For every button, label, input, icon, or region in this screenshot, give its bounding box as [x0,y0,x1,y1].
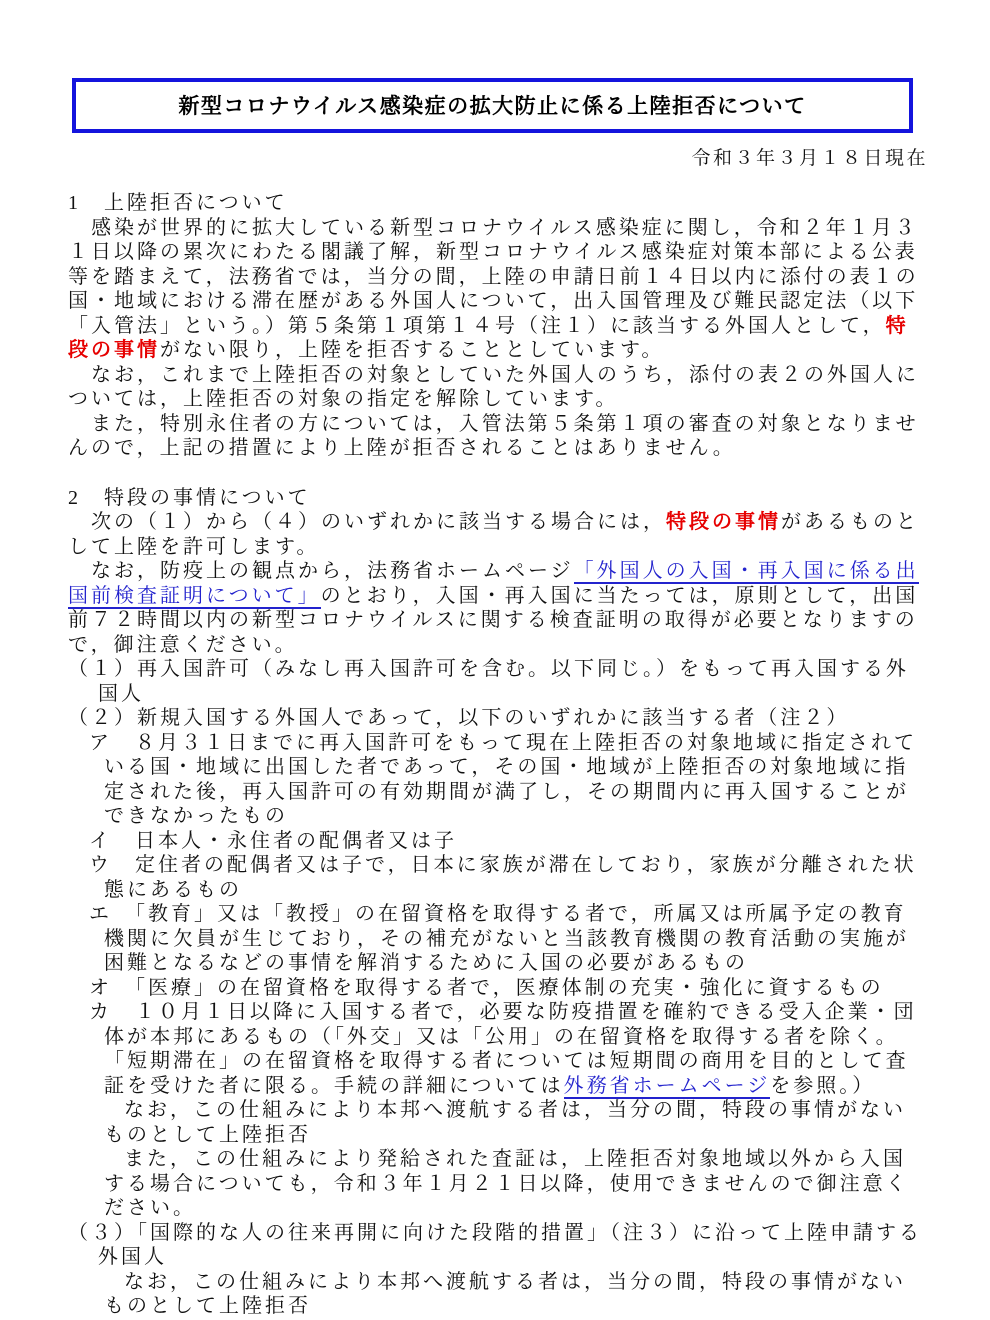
emphasis-red: 特段の事情 [68,314,909,361]
text-run: イ 日本人・永住者の配偶者又は子 [89,829,457,852]
emphasis-red: 特段の事情 [666,511,781,533]
paragraph [68,559,928,657]
text-run: があるものとして上陸を許可します。 [68,511,919,558]
text-run: エ 「教育」又は「教授」の在留資格を取得する者で，所属又は所属予定の教育機関に欠員が生じており，その補充がないと当該教育機関の教育活動の実施が困難となるなどの事情を解消するために入国の必要があるもの [89,903,909,974]
text-run: のとおり，入国・再入国に当たっては，原則として，出国前７２時間以内の新型コロナウイルスに関する検査証明の取得が必要となりますので，御注意ください。 [68,584,919,656]
text-run: 1 上陸拒否について [68,192,288,214]
list-item [68,706,928,731]
document-title-box [72,78,913,133]
sub-paragraph [68,1270,928,1319]
text-run: （１）再入国許可（みなし再入国許可を含む。以下同じ。）をもって再入国する外国人 [68,658,909,705]
text-run: （３）「国際的な人の往来再開に向けた段階的措置」（注３）に沿って上陸申請する外国人 [68,1221,922,1268]
list-item [68,1000,928,1098]
text-run: また，この仕組みにより発給された査証は，上陸拒否対象地域以外から入国する場合についても，令和３年１月２１日以降，使用できませんので御注意ください。 [104,1148,909,1219]
text-run: なお，防疫上の観点から，法務省ホームページ [68,560,574,582]
paragraph [68,510,928,559]
text-run: ウ 定住者の配偶者又は子で，日本に家族が滞在しており，家族が分離された状態にあるもの [89,854,917,901]
list-item [68,976,928,1001]
text-run: 次の（１）から（４）のいずれかに該当する場合には， [68,511,666,533]
page-title: 新型コロナウイルス感染症の拡大防止に係る上陸拒否について [178,95,807,118]
paragraph [68,363,928,412]
text-run: 2 特段の事情について [68,486,311,509]
text-run: を参照。） [770,1074,876,1097]
sub-paragraph [68,1098,928,1147]
list-item [68,731,928,829]
list-item [68,657,928,706]
text-run: カ １０月１日以降に入国する者で，必要な防疫措置を確約できる受入企業・団体が本邦にあるもの（「外交」又は「公用」の在留資格を取得する者を除く。「短期滞在」の在留資格を取得する者については短期間の商用を目的として査証を受けた者に限る。手続の詳細については [89,1001,917,1097]
text-run: オ 「医療」の在留資格を取得する者で，医療体制の充実・強化に資するもの [89,976,884,999]
list-item [68,1221,928,1270]
section-heading [68,191,928,216]
sub-paragraph [68,1147,928,1221]
list-item [68,902,928,976]
text-run: なお，これまで上陸拒否の対象としていた外国人のうち，添付の表２の外国人については，上陸拒否の対象の指定を解除しています。 [68,363,919,410]
text-run: （２）新規入国する外国人であって，以下のいずれかに該当する者（注２） [68,707,850,729]
link-pre-entry-test-certificate[interactable]: 「外国人の入国・再入国に係る出国前検査証明について」 [68,560,919,607]
as-of-date: 令和３年３月１８日現在 [691,148,928,169]
text-run: がない限り，上陸を拒否することとしています。 [160,339,665,361]
document-body [0,191,990,1319]
text-run: なお，この仕組みにより本邦へ渡航する者は，当分の間，特段の事情がないものとして上陸拒否 [104,1099,906,1146]
text-run: なお，この仕組みにより本邦へ渡航する者は，当分の間，特段の事情がないものとして上陸拒否 [104,1270,906,1317]
text-run: 感染が世界的に拡大している新型コロナウイルス感染症に関し，令和２年１月３１日以降の累次にわたる閣議了解，新型コロナウイルス感染症対策本部による公表等を踏まえて，法務省では，当分の間，上陸の申請日前１４日以内に添付の表１の国・地域における滞在歴がある外国人について，出入国管理及び難民認定法（以下「入管法」という。）第５条第１項第１４号（注１）に該当する外国人として， [68,216,919,337]
link-mofa-homepage[interactable]: 外務省ホームページ [563,1074,771,1097]
list-item [68,829,928,854]
text-run: また，特別永住者の方については，入管法第５条第１項の審査の対象となりませんので，上記の措置により上陸が拒否されることはありません。 [68,412,919,459]
list-item [68,853,928,902]
paragraph [68,412,928,461]
section-heading [68,486,928,511]
paragraph [68,216,928,363]
text-run: ア ８月３１日までに再入国許可をもって現在上陸拒否の対象地域に指定されている国・地域に出国した者であって，その国・地域が上陸拒否の対象地域に指定された後，再入国許可の有効期間が満了し，その期間内に再入国することができなかったもの [89,731,917,827]
